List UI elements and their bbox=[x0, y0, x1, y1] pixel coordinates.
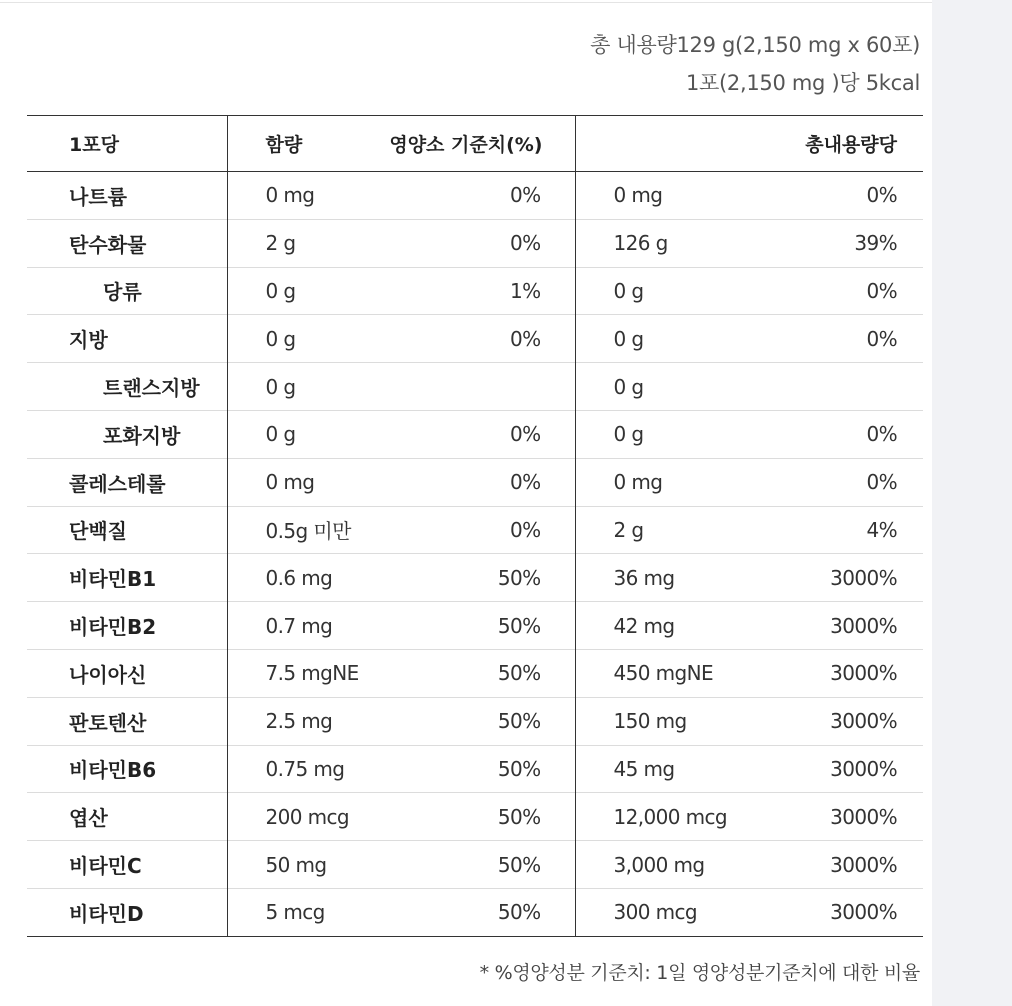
table-row bbox=[27, 649, 923, 697]
nutrient-amount: 2.5 mg bbox=[227, 697, 347, 745]
nutrition-facts-table bbox=[27, 115, 923, 937]
footnote: * %영양성분 기준치: 1일 영양성분기준치에 대한 비율 bbox=[479, 962, 920, 984]
nutrient-total-amount: 0 g bbox=[575, 410, 745, 458]
nutrient-name: 비타민D bbox=[69, 901, 144, 926]
table-row bbox=[27, 267, 923, 315]
table-row bbox=[27, 172, 923, 220]
nutrient-total-percent: 0% bbox=[866, 422, 897, 447]
nutrient-total-percent: 3000% bbox=[830, 613, 897, 638]
nutrient-amount: 0 mg bbox=[227, 458, 347, 506]
nutrient-amount: 0 g bbox=[227, 315, 347, 363]
nutrient-amount: 2 g bbox=[227, 219, 347, 267]
nutrient-total-amount: 0 g bbox=[575, 315, 745, 363]
nutrient-daily-value-percent: 50% bbox=[497, 900, 541, 925]
nutrient-name: 나트륨 bbox=[69, 184, 127, 209]
product-summary bbox=[590, 26, 920, 102]
nutrient-daily-value-percent: 0% bbox=[509, 326, 541, 351]
nutrient-name: 비타민B6 bbox=[69, 758, 157, 783]
nutrient-total-amount: 450 mgNE bbox=[575, 649, 745, 697]
nutrient-total-amount: 45 mg bbox=[575, 745, 745, 793]
nutrient-total-percent: 3000% bbox=[830, 565, 897, 590]
nutrient-total-percent: 3000% bbox=[830, 709, 897, 734]
nutrient-total-percent: 39% bbox=[854, 231, 897, 256]
nutrient-total-percent: 4% bbox=[866, 517, 897, 542]
table-row bbox=[27, 410, 923, 458]
table-row bbox=[27, 745, 923, 793]
table-row bbox=[27, 697, 923, 745]
nutrient-total-percent: 0% bbox=[866, 183, 897, 208]
nutrient-total-amount: 36 mg bbox=[575, 554, 745, 602]
nutrient-name: 탄수화물 bbox=[69, 232, 147, 257]
nutrient-name: 당류 bbox=[103, 280, 142, 305]
nutrient-total-amount: 3,000 mg bbox=[575, 841, 745, 889]
right-margin-panel bbox=[932, 0, 1012, 1006]
nutrient-total-amount: 126 g bbox=[575, 219, 745, 267]
nutrient-amount: 0 mg bbox=[227, 172, 347, 220]
nutrient-amount: 50 mg bbox=[227, 841, 347, 889]
nutrient-daily-value-percent: 50% bbox=[497, 709, 541, 734]
header-total-spacer bbox=[575, 116, 745, 172]
nutrient-daily-value-percent: 50% bbox=[497, 804, 541, 829]
nutrient-total-amount: 42 mg bbox=[575, 602, 745, 650]
nutrient-daily-value-percent: 0% bbox=[509, 517, 541, 542]
nutrient-total-amount: 2 g bbox=[575, 506, 745, 554]
nutrient-total-percent: 3000% bbox=[830, 900, 897, 925]
nutrient-daily-value-percent: 0% bbox=[509, 183, 541, 208]
table-row bbox=[27, 219, 923, 267]
nutrient-total-amount: 12,000 mcg bbox=[575, 793, 745, 841]
nutrient-name: 트랜스지방 bbox=[103, 376, 200, 401]
nutrient-name: 비타민B2 bbox=[69, 615, 157, 640]
table-row bbox=[27, 554, 923, 602]
nutrient-amount: 0.7 mg bbox=[227, 602, 347, 650]
nutrient-daily-value-percent bbox=[347, 363, 575, 411]
table-row bbox=[27, 315, 923, 363]
table-row bbox=[27, 602, 923, 650]
nutrient-amount: 7.5 mgNE bbox=[227, 649, 347, 697]
nutrient-total-percent: 3000% bbox=[830, 661, 897, 686]
top-divider bbox=[0, 2, 932, 3]
nutrient-name: 비타민C bbox=[69, 854, 142, 879]
nutrient-total-percent: 3000% bbox=[830, 756, 897, 781]
header-amount: 함량 bbox=[227, 116, 347, 172]
table-row bbox=[27, 888, 923, 936]
nutrient-total-percent: 3000% bbox=[830, 804, 897, 829]
nutrient-name: 포화지방 bbox=[103, 423, 181, 448]
nutrient-daily-value-percent: 1% bbox=[509, 278, 541, 303]
nutrient-total-amount: 0 mg bbox=[575, 458, 745, 506]
header-daily-value: 영양소 기준치(%) bbox=[389, 134, 543, 156]
nutrient-daily-value-percent: 50% bbox=[497, 613, 541, 638]
nutrient-amount: 0.6 mg bbox=[227, 554, 347, 602]
total-content-line: 총 내용량129 g(2,150 mg x 60포) bbox=[590, 33, 920, 57]
nutrient-daily-value-percent: 0% bbox=[509, 231, 541, 256]
nutrient-daily-value-percent: 50% bbox=[497, 565, 541, 590]
nutrient-total-percent: 0% bbox=[866, 470, 897, 495]
nutrient-name: 단백질 bbox=[69, 519, 127, 544]
nutrient-name: 엽산 bbox=[69, 806, 108, 831]
nutrient-total-amount: 300 mcg bbox=[575, 888, 745, 936]
nutrient-total-percent: 0% bbox=[866, 278, 897, 303]
nutrient-daily-value-percent: 50% bbox=[497, 852, 541, 877]
table-row bbox=[27, 458, 923, 506]
nutrient-total-amount: 0 g bbox=[575, 267, 745, 315]
nutrient-total-amount: 150 mg bbox=[575, 697, 745, 745]
nutrient-total-percent: 3000% bbox=[830, 852, 897, 877]
nutrient-amount: 5 mcg bbox=[227, 888, 347, 936]
header-per-pack: 1포당 bbox=[69, 134, 119, 156]
calories-per-pack-line: 1포(2,150 mg )당 5kcal bbox=[685, 71, 920, 95]
table-row bbox=[27, 793, 923, 841]
header-per-total: 총내용량당 bbox=[805, 134, 897, 156]
nutrient-amount: 0.75 mg bbox=[227, 745, 347, 793]
nutrient-name: 지방 bbox=[69, 328, 108, 353]
nutrient-rows bbox=[27, 172, 923, 937]
nutrient-name: 나이아신 bbox=[69, 662, 147, 687]
nutrient-total-amount: 0 mg bbox=[575, 172, 745, 220]
nutrient-amount: 0 g bbox=[227, 363, 347, 411]
nutrient-name: 판토텐산 bbox=[69, 710, 147, 735]
table-row bbox=[27, 506, 923, 554]
nutrient-amount: 200 mcg bbox=[227, 793, 347, 841]
nutrient-name: 콜레스테롤 bbox=[69, 471, 166, 496]
table-header-row bbox=[27, 116, 923, 172]
nutrient-daily-value-percent: 0% bbox=[509, 470, 541, 495]
nutrient-total-amount: 0 g bbox=[575, 363, 745, 411]
nutrition-facts-table-wrapper bbox=[27, 115, 923, 937]
nutrient-amount: 0 g bbox=[227, 410, 347, 458]
nutrient-daily-value-percent: 0% bbox=[509, 422, 541, 447]
nutrient-total-percent bbox=[745, 363, 923, 411]
nutrient-amount: 0.5g 미만 bbox=[227, 506, 347, 554]
nutrient-name: 비타민B1 bbox=[69, 567, 157, 592]
table-row bbox=[27, 363, 923, 411]
nutrient-daily-value-percent: 50% bbox=[497, 661, 541, 686]
nutrient-amount: 0 g bbox=[227, 267, 347, 315]
nutrient-daily-value-percent: 50% bbox=[497, 756, 541, 781]
table-row bbox=[27, 841, 923, 889]
nutrient-total-percent: 0% bbox=[866, 326, 897, 351]
